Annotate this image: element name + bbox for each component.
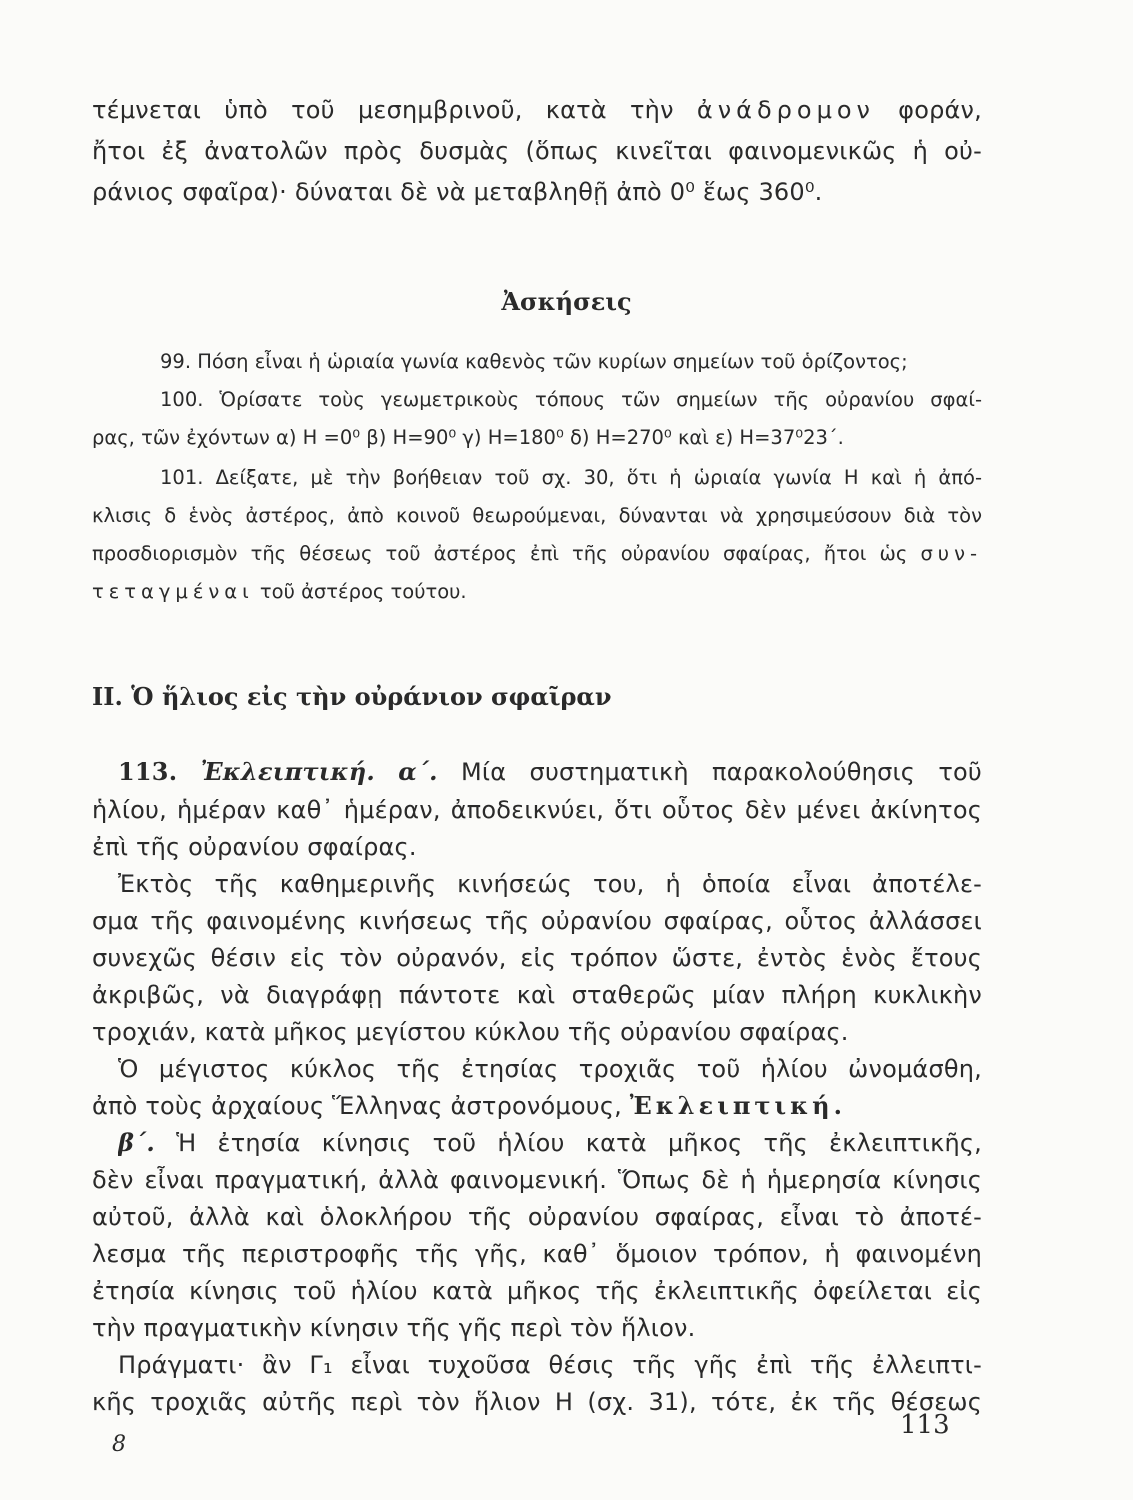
text-line: κῆς τροχιᾶς αὐτῆς περὶ τὸν ἥλιον Η (σχ. 31), τότε, ἐκ τῆς θέσεως [92, 1388, 982, 1416]
exercise-item: 101. Δείξατε, μὲ τὴν βοήθειαν τοῦ σχ. 30, ὅτι ἡ ὡριαία γωνία Η καὶ ἡ ἀπό- [160, 466, 982, 489]
signature-mark: 8 [112, 1432, 126, 1457]
exercise-item-cont: προσδιορισμὸν τῆς θέσεως τοῦ ἀστέρος ἐπὶ τῆς οὐρανίου σφαίρας, ἤτοι ὡς συν- [92, 542, 982, 565]
text-line: ἀκριβῶς, νὰ διαγράφῃ πάντοτε καὶ σταθερῶς μίαν πλήρη κυκλικὴν [92, 981, 982, 1009]
section-number: 113. [118, 758, 178, 786]
text-line: ἤτοι ἐξ ἀνατολῶν πρὸς δυσμὰς (ὅπως κινεῖται φαινομενικῶς ἡ οὐ- [92, 137, 982, 165]
page-number: 113 [900, 1410, 950, 1440]
text-line: ἐτησία κίνησις τοῦ ἡλίου κατὰ μῆκος τῆς ἐκλειπτικῆς ὀφείλεται εἰς [92, 1277, 982, 1305]
text-line: δὲν εἶναι πραγματική, ἀλλὰ φαινομενική. Ὅπως δὲ ἡ ἡμερησία κίνησις [92, 1166, 982, 1194]
text-line: Ὁ μέγιστος κύκλος τῆς ἐτησίας τροχιᾶς τοῦ ἡλίου ὠνομάσθη, [118, 1055, 982, 1083]
text-line: ἀπὸ τοὺς ἀρχαίους Ἕλληνας ἀστρονόμους, Ἐκλειπτική. [92, 1092, 846, 1120]
text-line: συνεχῶς θέσιν εἰς τὸν οὐρανόν, εἰς τρόπον ὥστε, ἐντὸς ἑνὸς ἔτους [92, 944, 982, 972]
section-start: 113. Ἐκλειπτική. α΄. Μία συστηματικὴ παρακολούθησις τοῦ [118, 758, 982, 786]
text-line: ἐπὶ τῆς οὐρανίου σφαίρας. [92, 833, 417, 861]
text-line: Πράγματι· ἂν Γ₁ εἶναι τυχοῦσα θέσις τῆς γῆς ἐπὶ τῆς ἐλλειπτι- [118, 1351, 982, 1379]
text-line: β΄. Ἡ ἐτησία κίνησις τοῦ ἡλίου κατὰ μῆκος τῆς ἐκλειπτικῆς, [118, 1129, 982, 1157]
text-line: τροχιάν, κατὰ μῆκος μεγίστου κύκλου τῆς οὐρανίου σφαίρας. [92, 1018, 849, 1046]
section-title: Ἐκλειπτική. [200, 758, 375, 786]
text-line: τὴν πραγματικὴν κίνησιν τῆς γῆς περὶ τὸν ἥλιον. [92, 1314, 696, 1342]
exercise-item-cont: κλισις δ ἑνὸς ἀστέρος, ἀπὸ κοινοῦ θεωρούμεναι, δύνανται νὰ χρησιμεύσουν διὰ τὸν [92, 504, 982, 527]
exercise-item: 100. Ὁρίσατε τοὺς γεωμετρικοὺς τόπους τῶν σημείων τῆς οὐρανίου σφαί- [160, 388, 982, 411]
exercise-item-cont: τεταγμέναι τοῦ ἀστέρος τούτου. [92, 580, 467, 603]
text-line: τέμνεται ὑπὸ τοῦ μεσημβρινοῦ, κατὰ τὴν ἀνάδρομον φοράν, [92, 96, 982, 124]
text-line: Ἐκτὸς τῆς καθημερινῆς κινήσεώς του, ἡ ὁποία εἶναι ἀποτέλε- [118, 870, 982, 898]
exercise-item: 99. Πόση εἶναι ἡ ὡριαία γωνία καθενὸς τῶν κυρίων σημείων τοῦ ὁρίζοντος; [160, 350, 908, 373]
term-ekleiptiki: Ἐκλειπτική. [629, 1092, 846, 1120]
chapter-heading: ΙΙ. Ὁ ἥλιος εἰς τὴν οὐράνιον σφαῖραν [92, 682, 612, 711]
text-line: ἡλίου, ἡμέραν καθ᾽ ἡμέραν, ἀποδεικνύει, ὅτι οὗτος δὲν μένει ἀκίνητος [92, 796, 982, 824]
text-line: ράνιος σφαῖρα)· δύναται δὲ νὰ μεταβληθῇ ἀπὸ 0⁰ ἕως 360⁰. [92, 178, 823, 206]
exercises-heading: Ἀσκήσεις [501, 287, 632, 316]
text-line: αὐτοῦ, ἀλλὰ καὶ ὁλοκλήρου τῆς οὐρανίου σφαίρας, εἶναι τὸ ἀποτέ- [92, 1203, 982, 1231]
text-line: σμα τῆς φαινομένης κινήσεως τῆς οὐρανίου σφαίρας, οὗτος ἀλλάσσει [92, 907, 982, 935]
text-line: λεσμα τῆς περιστροφῆς τῆς γῆς, καθ᾽ ὅμοιον τρόπον, ἡ φαινομένη [92, 1240, 982, 1268]
exercise-item-cont: ρας, τῶν ἐχόντων α) Η =0⁰ β) Η=90⁰ γ) Η=180⁰ δ) Η=270⁰ καὶ ε) Η=37⁰23΄. [92, 426, 844, 449]
